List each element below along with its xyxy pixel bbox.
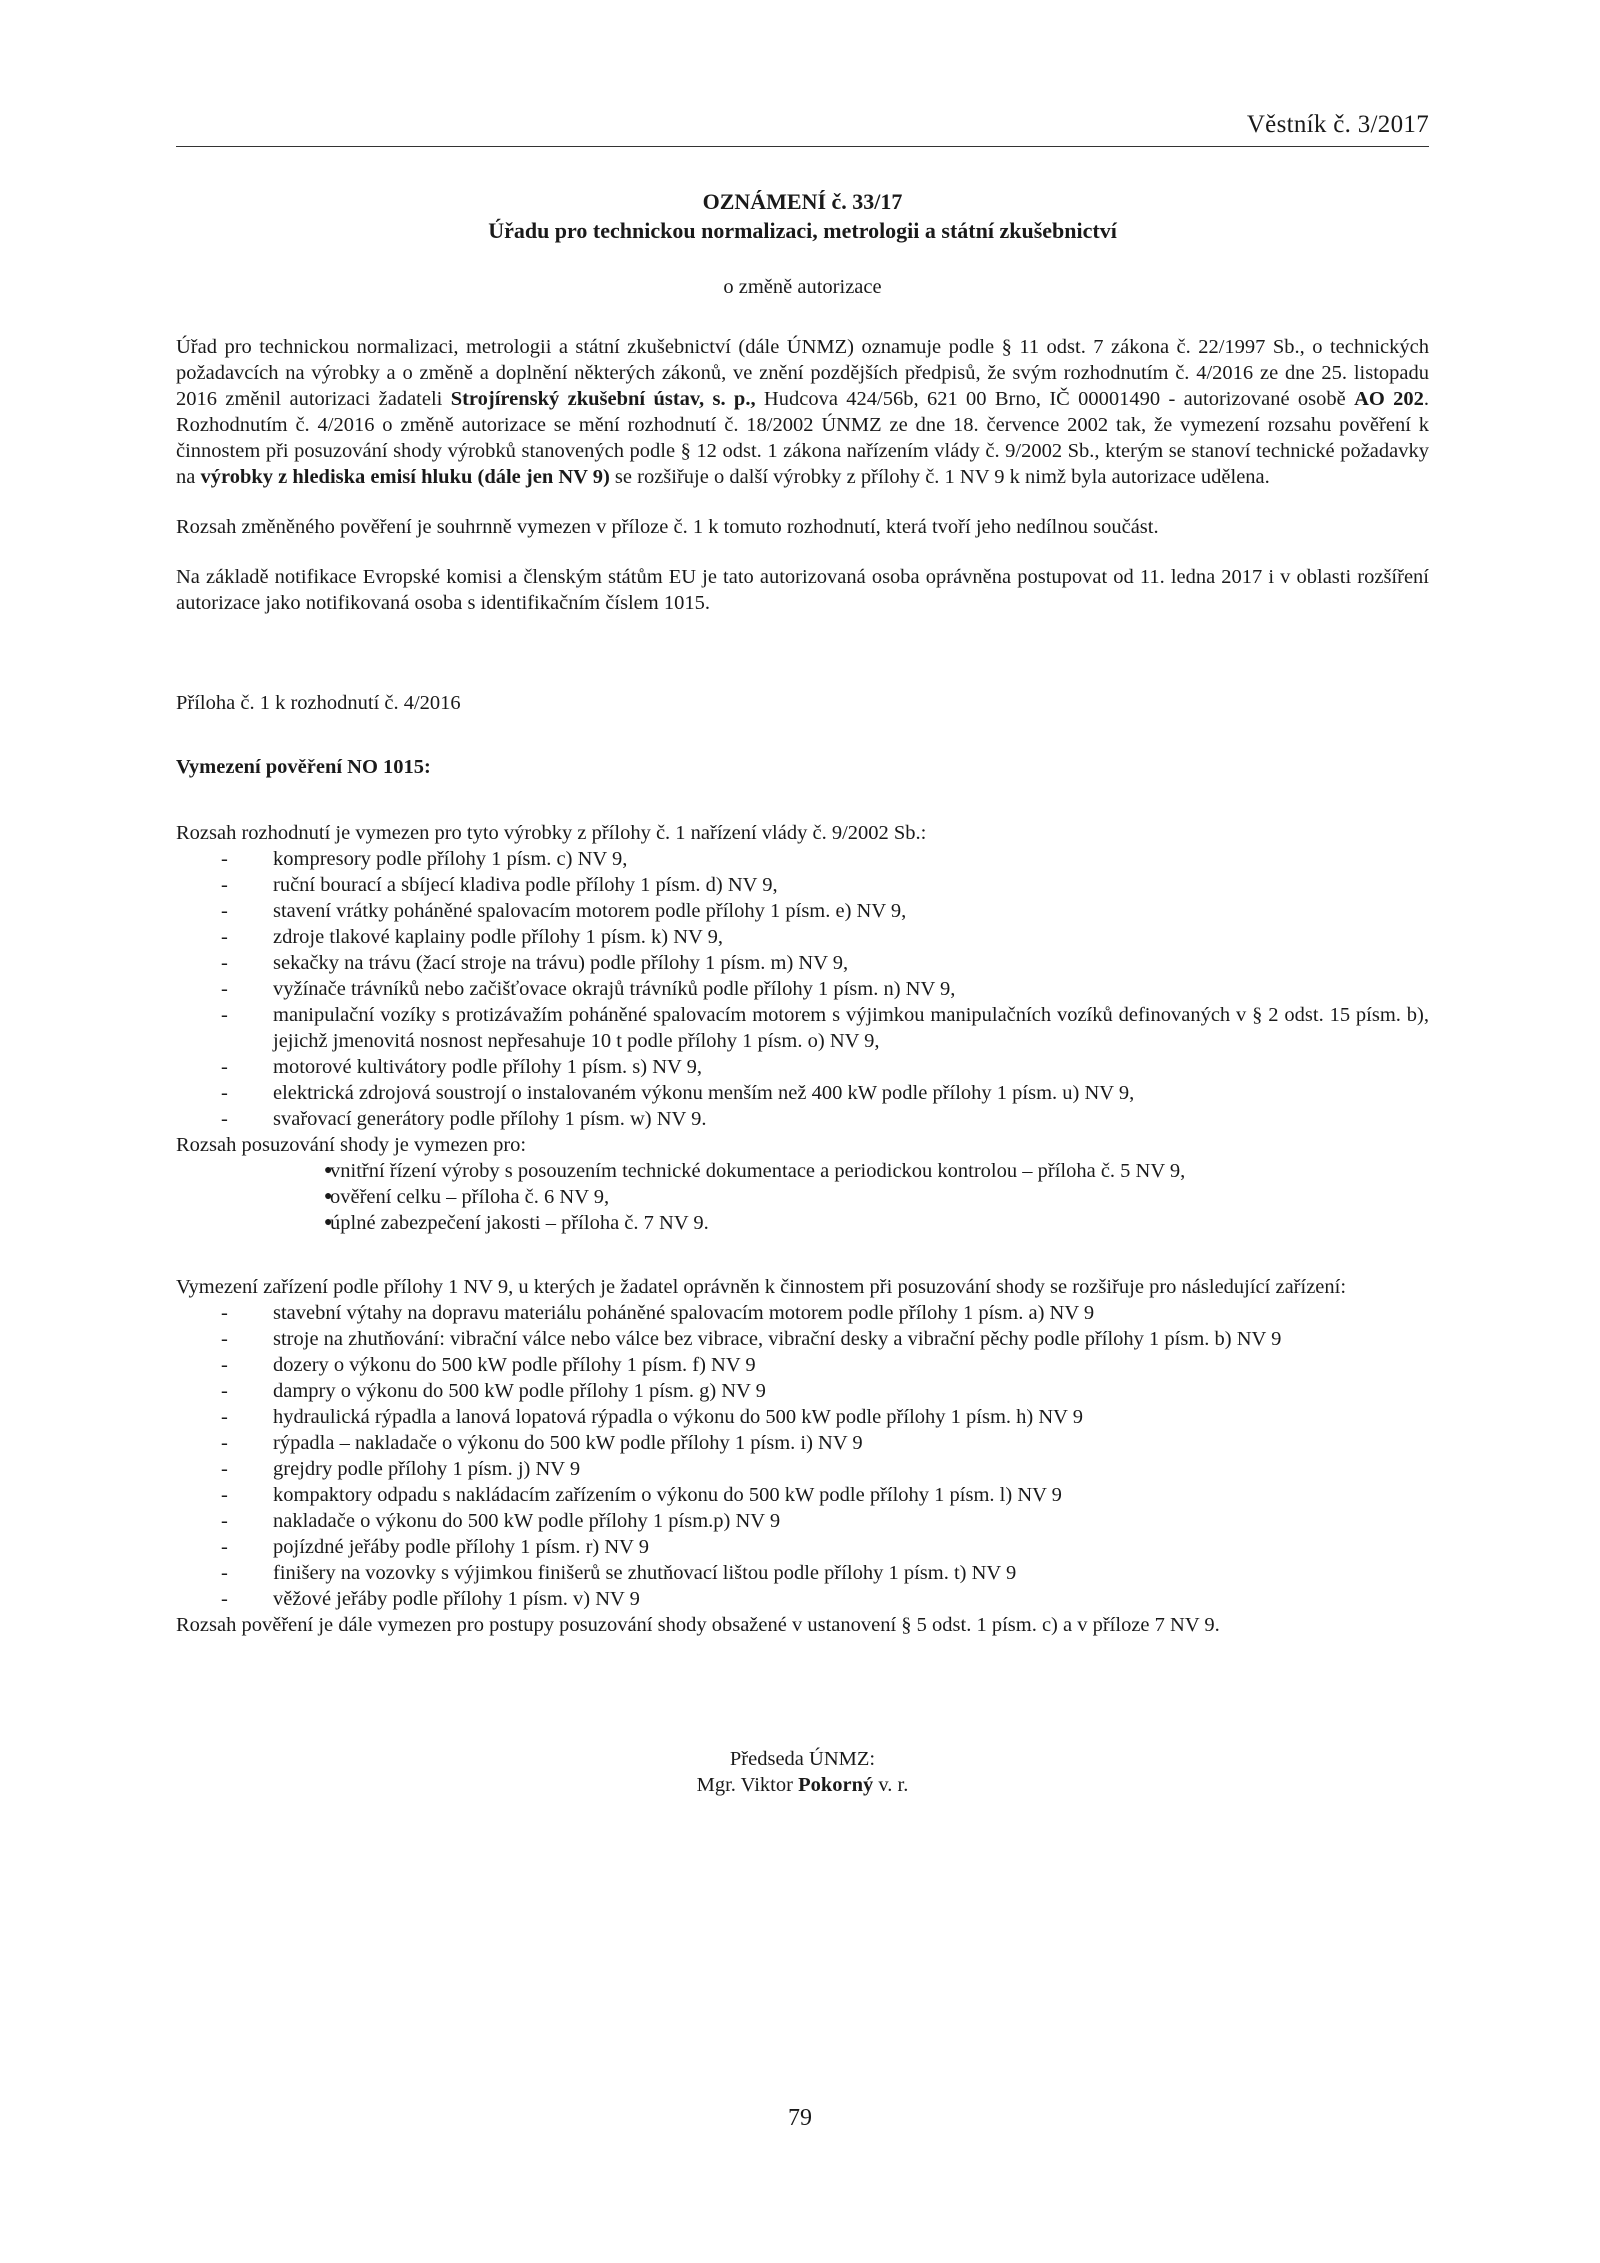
list-item: ● vnitřní řízení výroby s posouzením technické dokumentace a periodickou kontrolou – příloha č. 5 NV 9, bbox=[324, 1160, 1186, 1182]
list-item: ● úplné zabezpečení jakosti – příloha č. 7 NV 9. bbox=[324, 1212, 709, 1234]
list-item: - stavební výtahy na dopravu materiálu poháněné spalovacím motorem podle přílohy 1 písm. a) NV 9 bbox=[221, 1302, 1095, 1324]
scope-intro: Rozsah rozhodnutí je vymezen pro tyto výrobky z přílohy č. 1 nařízení vlády č. 9/2002 Sb.: bbox=[176, 822, 927, 844]
list-item: - stavení vrátky poháněné spalovacím motorem podle přílohy 1 písm. e) NV 9, bbox=[221, 900, 907, 922]
list-item: - kompresory podle přílohy 1 písm. c) NV 9, bbox=[221, 848, 628, 870]
list-item: - motorové kultivátory podle přílohy 1 písm. s) NV 9, bbox=[221, 1056, 702, 1078]
journal-issue: Věstník č. 3/2017 bbox=[1246, 111, 1429, 138]
conformity-list bbox=[176, 1158, 1429, 1236]
intro-paragraph: Úřad pro technickou normalizaci, metrologii a státní zkušebnictví (dále ÚNMZ) oznamuje podle § 11 odst. 7 zákona č. 22/1997 Sb., o technických požadavcích na výrobky a o změně a doplnění některých zákonů, ve znění pozdějších předpisů, že svým rozhodnutím č. 4/2016 ze dne 25. listopadu 2016 změnil autorizaci žadateli Strojírenský zkušební ústav, s. p., Hudcova 424/56b, 621 00 Brno, IČ 00001490 - autorizované osobě AO 202. Rozhodnutím č. 4/2016 o změně autorizace se mění rozhodnutí č. 18/2002 ÚNMZ ze dne 18. července 2002 tak, že vymezení rozsahu pověření k činnostem při posuzování shody výrobků stanovených podle § 12 odst. 1 zákona nařízením vlády č. 9/2002 Sb., kterým se stanoví technické požadavky na výrobky z hlediska emisí hluku (dále jen NV 9) se rozšiřuje o další výrobky z přílohy č. 1 NV 9 k nimž byla autorizace udělena. bbox=[176, 336, 1430, 488]
conformity-intro: Rozsah posuzování shody je vymezen pro: bbox=[176, 1134, 527, 1156]
document-page bbox=[176, 100, 1429, 1798]
list-item: - elektrická zdrojová soustrojí o instalovaném výkonu menším než 400 kW podle přílohy 1 písm. u) NV 9, bbox=[221, 1082, 1135, 1104]
list-item: ● ověření celku – příloha č. 6 NV 9, bbox=[324, 1186, 610, 1208]
page-number: 79 bbox=[788, 2105, 812, 2131]
annex-label: Příloha č. 1 k rozhodnutí č. 4/2016 bbox=[176, 692, 461, 714]
list-item: - dozery o výkonu do 500 kW podle přílohy 1 písm. f) NV 9 bbox=[221, 1354, 756, 1376]
list-item: - sekačky na trávu (žací stroje na trávu) podle přílohy 1 písm. m) NV 9, bbox=[221, 952, 849, 974]
list-item: - nakladače o výkonu do 500 kW podle přílohy 1 písm.p) NV 9 bbox=[221, 1510, 781, 1532]
signatory-name: Mgr. Viktor Pokorný v. r. bbox=[696, 1774, 909, 1796]
announcement-number: OZNÁMENÍ č. 33/17 bbox=[702, 189, 903, 214]
signature-block bbox=[176, 1746, 1429, 1798]
list-item: - stroje na zhutňování: vibrační válce nebo válce bez vibrace, vibrační desky a vibrační pěchy podle přílohy 1 písm. b) NV 9 bbox=[221, 1328, 1282, 1350]
bullet-icon: ● bbox=[324, 1163, 333, 1178]
list-item: - finišery na vozovky s výjimkou finišerů se zhutňovací lištou podle přílohy 1 písm. t) NV 9 bbox=[221, 1562, 1017, 1584]
bullet-icon: ● bbox=[324, 1189, 333, 1204]
issuing-office: Úřadu pro technickou normalizaci, metrologii a státní zkušebnictví bbox=[488, 218, 1117, 243]
list-item: - věžové jeřáby podle přílohy 1 písm. v) NV 9 bbox=[221, 1588, 640, 1610]
list-item: - pojízdné jeřáby podle přílohy 1 písm. r) NV 9 bbox=[221, 1536, 649, 1558]
applicant-name: Strojírenský zkušební ústav, s. p., bbox=[450, 388, 756, 410]
notification-paragraph: Na základě notifikace Evropské komisi a členským státům EU je tato autorizovaná osoba oprávněna postupovat od 11. ledna 2017 i v oblasti rozšíření autorizace jako notifikovaná osoba s identifikačním číslem 1015. bbox=[176, 566, 1429, 614]
page-header bbox=[176, 100, 1429, 147]
list-item: - manipulační vozíky s protizávažím poháněné spalovacím motorem s výjimkou manipulačních vozíků definovaných v § 2 odst. 15 písm. b), jejichž jmenovitá nosnost nepřesahuje 10 t podle přílohy 1 písm. o) NV 9, bbox=[221, 1004, 1429, 1052]
list-item: - kompaktory odpadu s nakládacím zařízením o výkonu do 500 kW podle přílohy 1 písm. l) NV 9 bbox=[221, 1484, 1062, 1506]
list-item: - hydraulická rýpadla a lanová lopatová rýpadla o výkonu do 500 kW podle přílohy 1 písm. h) NV 9 bbox=[221, 1406, 1083, 1428]
list-item: - dampry o výkonu do 500 kW podle přílohy 1 písm. g) NV 9 bbox=[221, 1380, 766, 1402]
equipment-list bbox=[176, 1300, 1429, 1612]
regulation-name: výrobky z hlediska emisí hluku (dále jen NV 9) bbox=[200, 466, 610, 488]
authorized-body-code: AO 202 bbox=[1354, 388, 1424, 410]
list-item: - rýpadla – nakladače o výkonu do 500 kW podle přílohy 1 písm. i) NV 9 bbox=[221, 1432, 863, 1454]
closing-paragraph: Rozsah pověření je dále vymezen pro postupy posuzování shody obsažené v ustanovení § 5 odst. 1 písm. c) a v příloze 7 NV 9. bbox=[176, 1614, 1220, 1636]
annex-heading: Vymezení pověření NO 1015: bbox=[176, 756, 431, 778]
product-list bbox=[176, 846, 1429, 1132]
announcement-title bbox=[176, 187, 1429, 245]
list-item: - svařovací generátory podle přílohy 1 písm. w) NV 9. bbox=[221, 1108, 707, 1130]
signatory-role: Předseda ÚNMZ: bbox=[729, 1748, 876, 1770]
announcement-subject: o změně autorizace bbox=[723, 276, 882, 298]
bullet-icon: ● bbox=[324, 1215, 333, 1230]
list-item: - grejdry podle přílohy 1 písm. j) NV 9 bbox=[221, 1458, 581, 1480]
scope-paragraph: Rozsah změněného pověření je souhrnně vymezen v příloze č. 1 k tomuto rozhodnutí, která tvoří jeho nedílnou součást. bbox=[176, 516, 1159, 538]
list-item: - zdroje tlakové kaplainy podle přílohy 1 písm. k) NV 9, bbox=[221, 926, 723, 948]
list-item: - vyžínače trávníků nebo začišťovace okrajů trávníků podle přílohy 1 písm. n) NV 9, bbox=[221, 978, 956, 1000]
equipment-intro: Vymezení zařízení podle přílohy 1 NV 9, u kterých je žadatel oprávněn k činnostem při posuzování shody se rozšiřuje pro následující zařízení: bbox=[176, 1276, 1347, 1298]
list-item: - ruční bourací a sbíjecí kladiva podle přílohy 1 písm. d) NV 9, bbox=[221, 874, 778, 896]
